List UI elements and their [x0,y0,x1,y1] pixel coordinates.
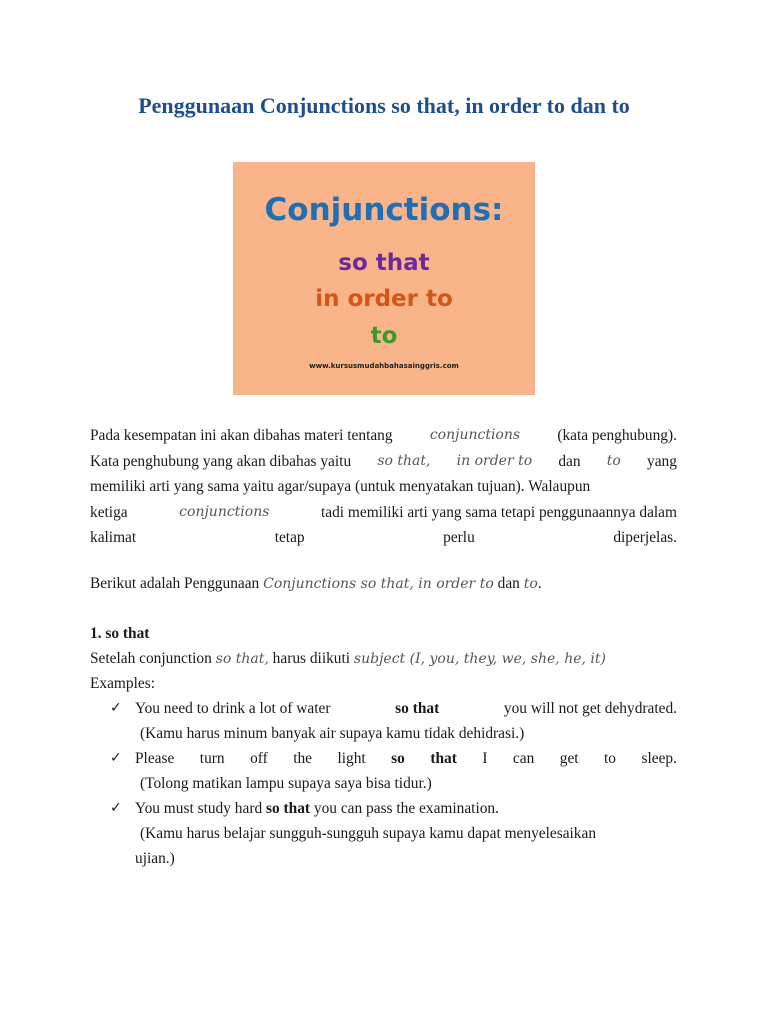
example-conjunction: that [430,750,457,767]
intro-line-4 [90,500,677,526]
intro-line-3: memiliki arti yang sama yaitu agar/supaya (untuk menyatakan tujuan). Walaupun [90,478,591,495]
example-word: Please [135,750,175,767]
banner-line-so-that: so that [338,250,430,276]
berikut-line [90,571,677,598]
example-translation-cont: ujian.) [135,850,175,867]
example-conjunction: so [391,750,405,767]
section-rule [90,646,677,673]
intro-word: kalimat [90,529,137,546]
example-text: you will not get dehydrated. [503,700,677,717]
example-sentence [135,746,677,771]
rule-text: harus diikuti [272,650,351,667]
example-translation: (Tolong matikan lampu supaya saya bisa tidur.) [140,775,432,792]
example-word: the [293,750,313,767]
page-title: Penggunaan Conjunctions so that, in order to dan to [138,93,630,118]
section-heading-so-that: 1. so that [90,625,150,642]
example-word: get [559,750,579,767]
intro-italic-term: conjunctions [429,427,521,443]
intro-text: tadi memiliki arti yang sama tetapi penggunaannya dalam [320,503,677,521]
intro-word: diperjelas. [613,529,677,546]
berikut-period: . [537,575,542,592]
check-icon: ✓ [110,750,122,766]
example-text: You need to drink a lot of water [135,700,331,717]
rule-text: Setelah conjunction [90,650,212,667]
examples-label: Examples: [90,675,155,692]
banner-line-in-order-to: in order to [315,286,453,312]
check-icon: ✓ [110,700,122,716]
examples-list [90,696,677,871]
example-item-1 [90,696,677,746]
intro-italic-term: in order to [456,452,533,469]
intro-line-5 [90,525,677,551]
example-word: to [604,750,617,767]
example-item-2 [90,746,677,796]
example-word: turn [199,750,225,767]
example-sentence [135,796,677,821]
intro-italic-term: conjunctions [179,503,270,520]
example-word: light [337,750,366,767]
banner-heading: Conjunctions: [264,192,504,228]
example-translation: (Kamu harus belajar sungguh-sungguh supaya kamu dapat menyelesaikan [140,825,597,842]
intro-text: yang [647,452,677,470]
berikut-text: Berikut adalah Penggunaan [90,575,260,592]
intro-text: (kata penghubung). [557,427,677,444]
intro-line-2 [90,449,677,475]
intro-text: dan [558,452,581,470]
rule-italic: subject (I, you, they, we, she, he, it) [353,651,606,667]
intro-text: Kata penghubung yang akan dibahas yaitu [90,452,352,470]
intro-line-1 [90,423,677,449]
example-item-3 [90,796,677,871]
conjunctions-banner-image [233,162,535,395]
check-icon: ✓ [110,800,122,816]
example-text: You must study hard [135,800,263,817]
example-word: I [482,750,488,767]
intro-paragraph [90,423,677,551]
berikut-text: dan [497,575,520,592]
intro-word: tetap [274,529,305,546]
example-word: can [512,750,535,767]
example-text: you can pass the examination. [313,800,499,817]
example-word: off [250,750,268,767]
berikut-italic: Conjunctions so that, in order to [263,576,494,592]
rule-italic: so that, [215,651,269,667]
example-sentence [135,696,677,721]
banner-line-to: to [370,323,398,349]
intro-text: Pada kesempatan ini akan dibahas materi tentang [90,427,393,444]
intro-italic-term: so that, [377,452,431,469]
example-word: sleep. [641,750,677,767]
intro-word: perlu [443,529,475,546]
example-translation: (Kamu harus minum banyak air supaya kamu tidak dehidrasi.) [140,725,525,742]
berikut-italic: to [523,576,538,592]
banner-url: www.kursusmudahbahasainggris.com [309,362,459,370]
example-conjunction: so that [266,800,311,817]
example-conjunction: so that [395,700,440,717]
intro-text: ketiga [90,503,128,521]
intro-italic-term: to [606,452,621,469]
